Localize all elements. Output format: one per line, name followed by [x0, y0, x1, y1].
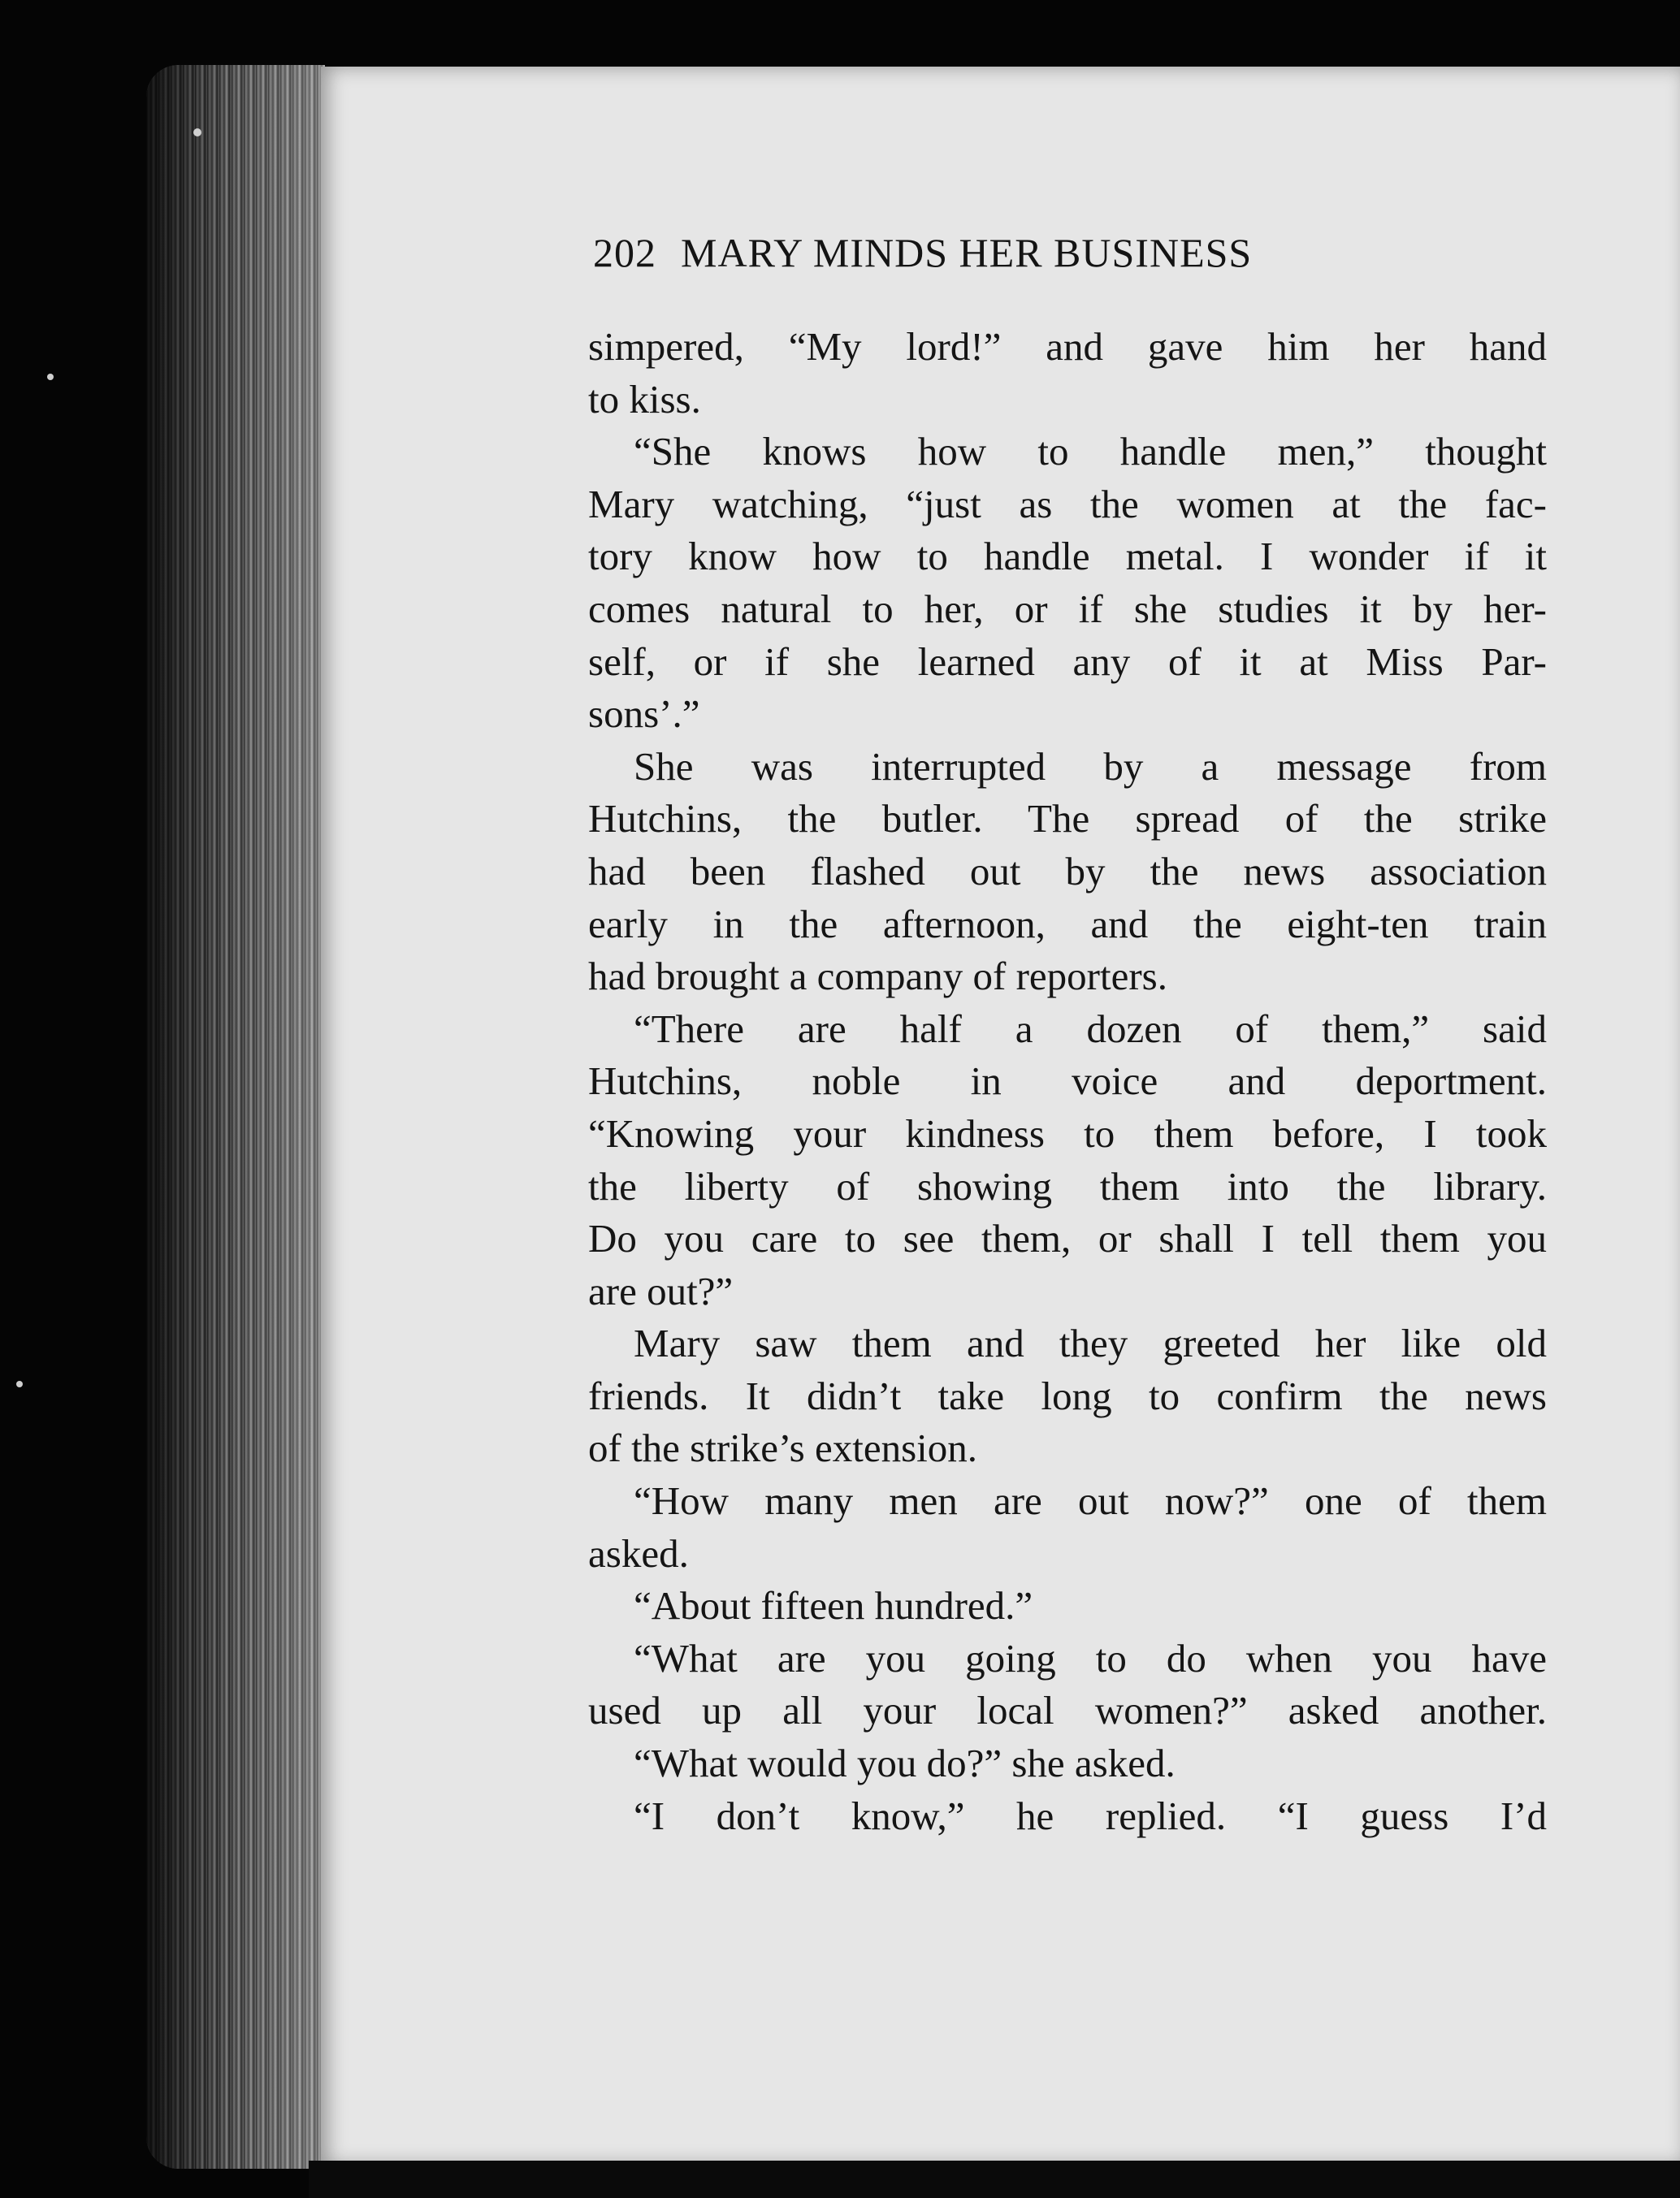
- running-header: [593, 229, 1428, 286]
- text-line: comes natural to her, or if she studies it by her-: [588, 586, 1547, 631]
- text-line: to kiss.: [588, 376, 701, 422]
- text-line: Mary saw them and they greeted her like old: [634, 1321, 1547, 1366]
- text-line: “What are you going to do when you have: [634, 1635, 1547, 1681]
- text-line: “About fifteen hundred.”: [634, 1583, 1033, 1629]
- text-line: asked.: [588, 1530, 689, 1576]
- text-line: self, or if she learned any of it at Miss Par-: [588, 638, 1547, 684]
- text-line: had brought a company of reporters.: [588, 954, 1167, 999]
- dust-speck: [193, 128, 201, 136]
- body-text: [588, 321, 1547, 1842]
- text-line: Do you care to see them, or shall I tell them you: [588, 1216, 1547, 1261]
- page-number: 202: [593, 230, 656, 275]
- text-line: “How many men are out now?” one of them: [634, 1478, 1547, 1524]
- text-line: She was interrupted by a message from: [634, 743, 1547, 789]
- text-line: are out?”: [588, 1268, 734, 1313]
- bottom-shadow: [309, 2161, 1680, 2198]
- text-line: “What would you do?” she asked.: [634, 1741, 1176, 1786]
- text-line: friends. It didn’t take long to confirm the news: [588, 1373, 1547, 1418]
- page-edges: [146, 65, 325, 2169]
- text-line: had been flashed out by the news association: [588, 848, 1547, 893]
- text-line: used up all your local women?” asked another.: [588, 1688, 1547, 1733]
- text-line: sons’.”: [588, 691, 700, 737]
- text-line: Hutchins, noble in voice and deportment.: [588, 1058, 1547, 1104]
- text-line: “She knows how to handle men,” thought: [634, 429, 1547, 474]
- text-line: early in the afternoon, and the eight-ten train: [588, 901, 1547, 946]
- text-line: simpered, “My lord!” and gave him her hand: [588, 324, 1547, 369]
- dust-speck: [47, 374, 54, 380]
- text-line: Hutchins, the butler. The spread of the strike: [588, 796, 1547, 842]
- text-line: “There are half a dozen of them,” said: [634, 1006, 1547, 1051]
- text-line: the liberty of showing them into the library.: [588, 1163, 1547, 1209]
- text-line: “I don’t know,” he replied. “I guess I’d: [634, 1793, 1547, 1838]
- text-line: “Knowing your kindness to them before, I took: [588, 1110, 1547, 1156]
- dust-speck: [16, 1381, 23, 1387]
- text-line: of the strike’s extension.: [588, 1426, 978, 1471]
- text-line: tory know how to handle metal. I wonder if it: [588, 534, 1547, 579]
- running-title: MARY MINDS HER BUSINESS: [681, 230, 1253, 275]
- text-line: Mary watching, “just as the women at the fac-: [588, 481, 1547, 526]
